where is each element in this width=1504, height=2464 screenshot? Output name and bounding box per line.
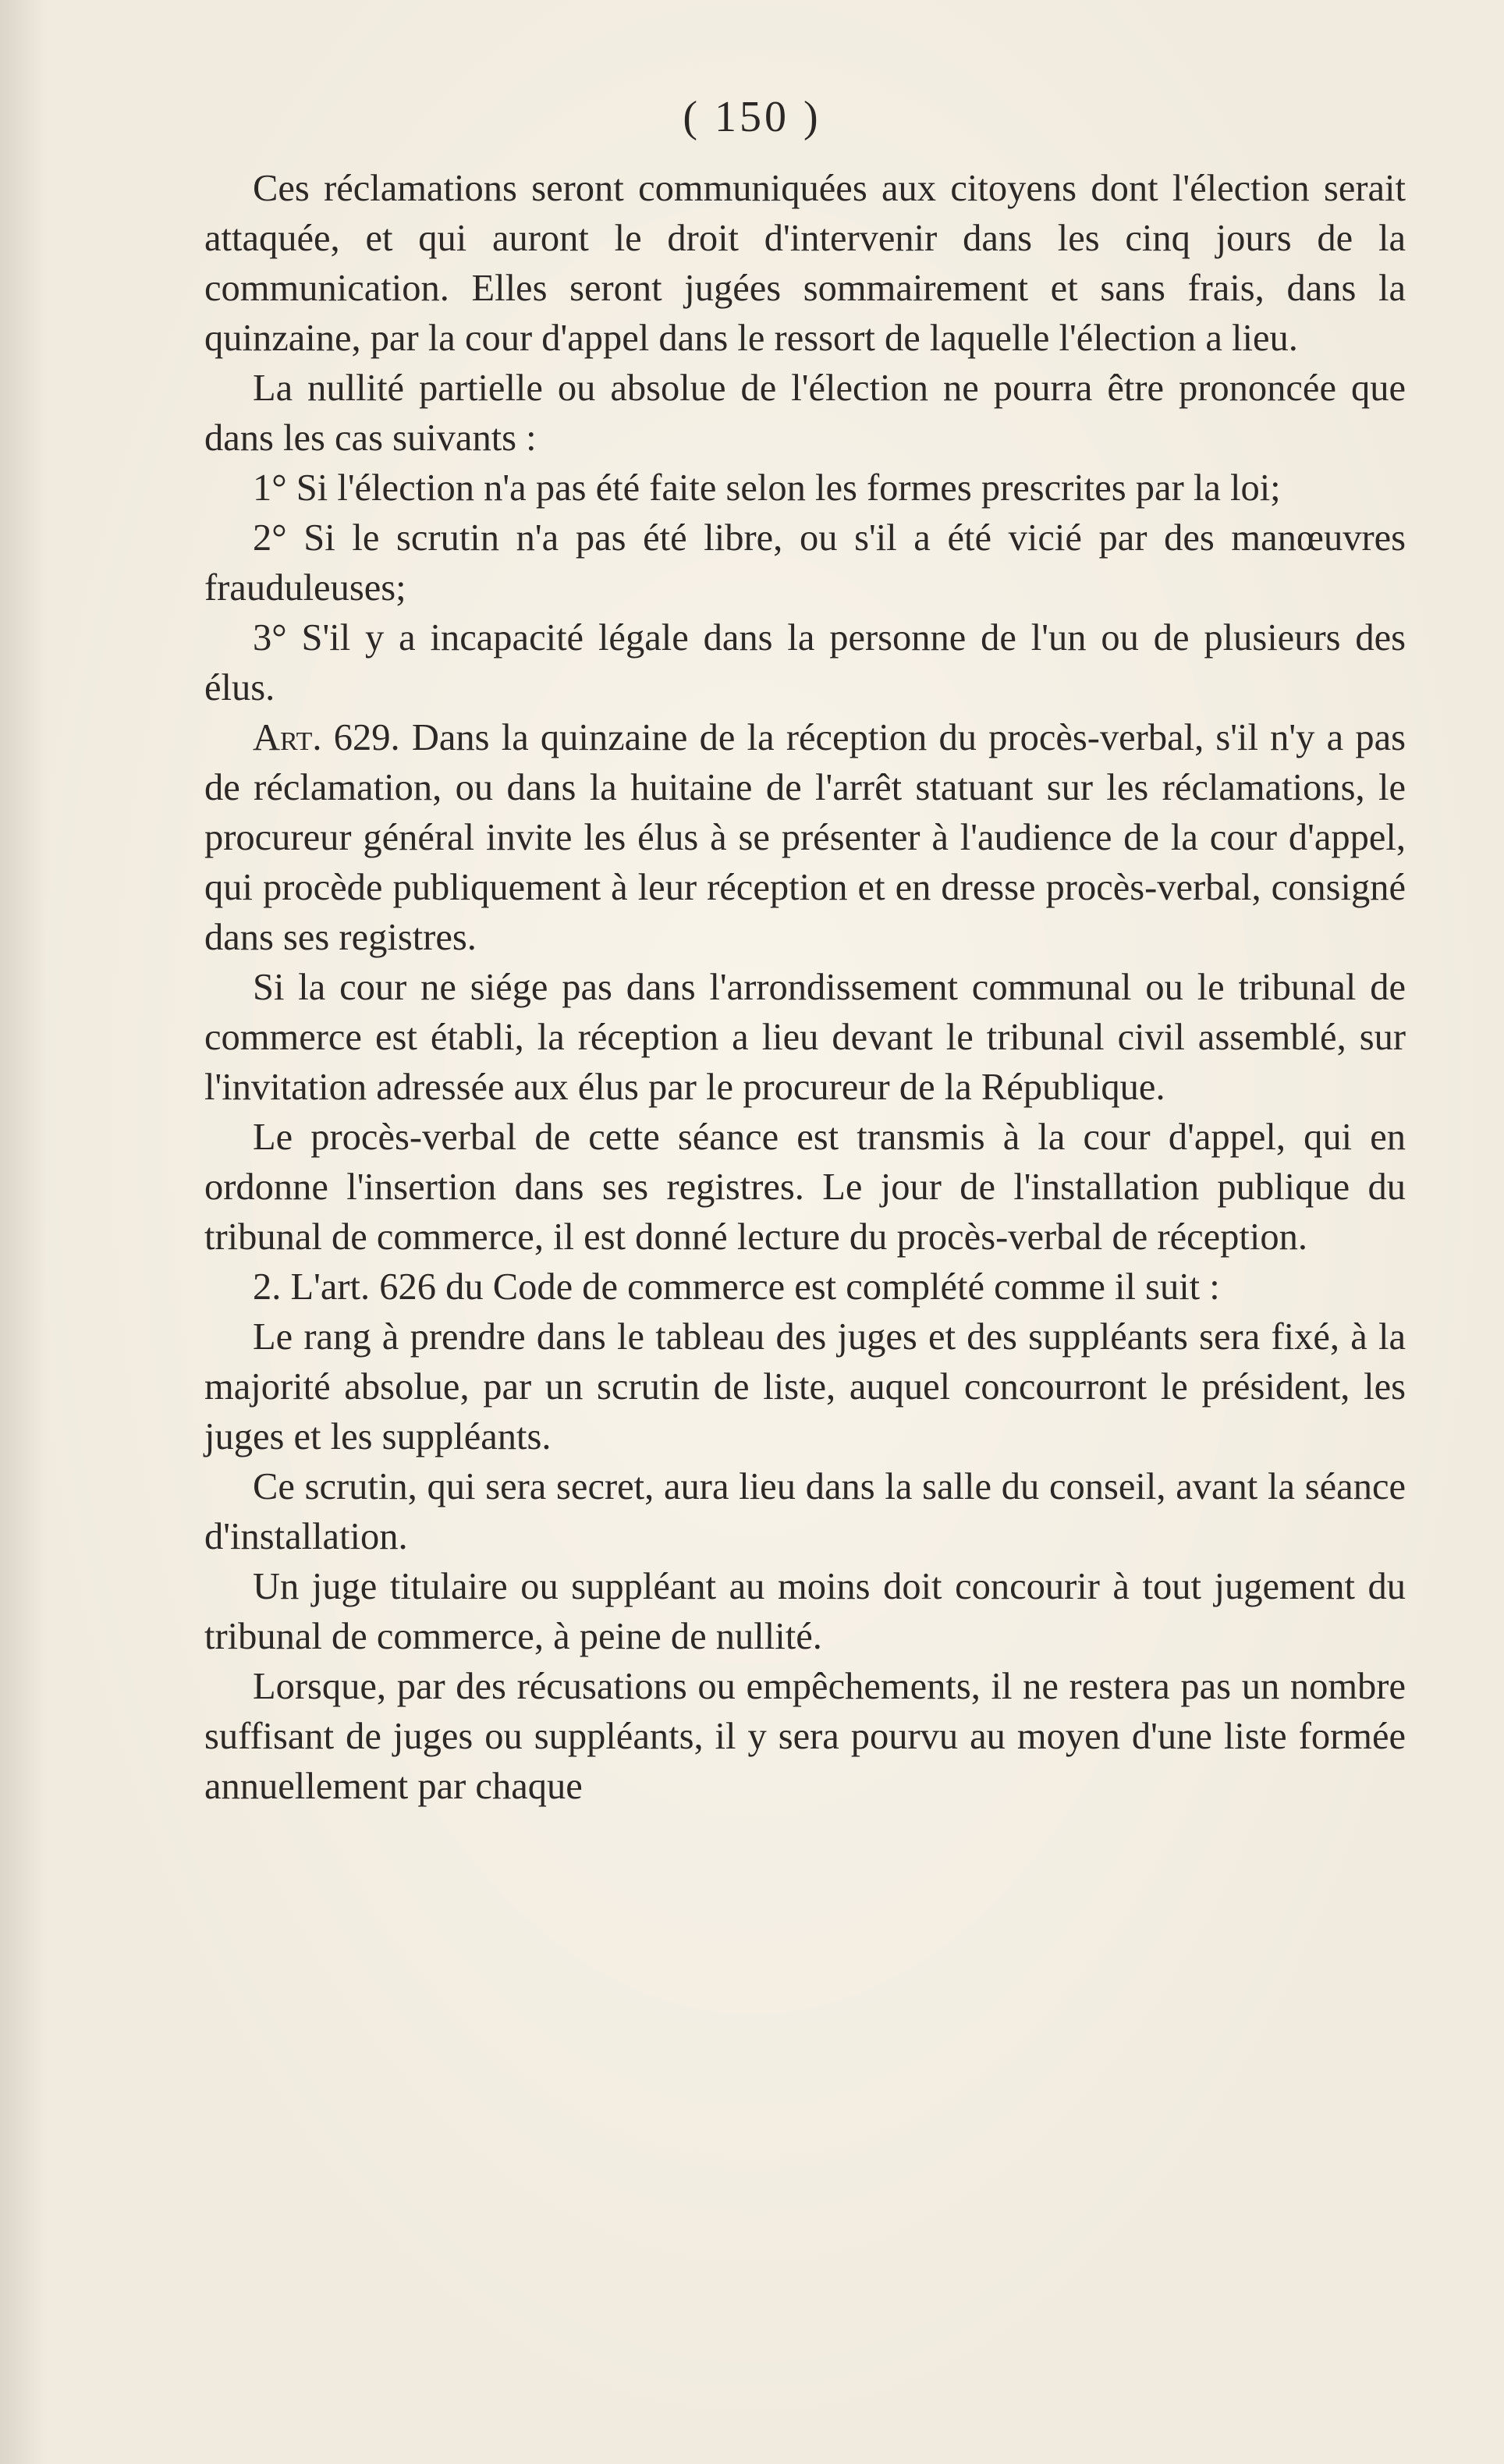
page-number: ( 150 )	[683, 93, 821, 141]
paragraph: Lorsque, par des récusations ou empêchements, il ne restera pas un nombre suffisant de juges ou suppléants, il y sera pourvu au moyen d'une liste formée annuellement par chaque	[204, 1666, 1406, 1807]
paragraph: 3° S'il y a incapacité légale dans la personne de l'un ou de plusieurs des élus.	[204, 617, 1406, 708]
body-text	[204, 164, 1406, 1812]
paragraph: Ce scrutin, qui sera secret, aura lieu dans la salle du conseil, avant la séance d'installation.	[204, 1466, 1406, 1557]
binding-shadow	[0, 0, 47, 2464]
paragraph: La nullité partielle ou absolue de l'élection ne pourra être prononcée que dans les cas suivants :	[204, 367, 1406, 459]
paragraph: Si la cour ne siége pas dans l'arrondissement communal ou le tribunal de commerce est établi, la réception a lieu devant le tribunal civil assemblé, sur l'invitation adressée aux élus par le procureur de la République.	[204, 967, 1406, 1108]
paragraph: Le procès-verbal de cette séance est transmis à la cour d'appel, qui en ordonne l'insertion dans ses registres. Le jour de l'installation publique du tribunal de commerce, il est donné lecture du procès-verbal de réception.	[204, 1117, 1406, 1258]
paragraph: Un juge titulaire ou suppléant au moins doit concourir à tout jugement du tribunal de commerce, à peine de nullité.	[204, 1566, 1406, 1657]
paragraph-article	[204, 713, 1406, 963]
paragraph: 2. L'art. 626 du Code de commerce est complété comme il suit :	[253, 1266, 1220, 1308]
paragraph: 1° Si l'élection n'a pas été faite selon les formes prescrites par la loi;	[253, 467, 1281, 509]
article-label: Art.	[253, 717, 322, 758]
paragraph: Le rang à prendre dans le tableau des juges et des suppléants sera fixé, à la majorité absolue, par un scrutin de liste, auquel concourront le président, les juges et les suppléants.	[204, 1316, 1406, 1457]
article-text: 629. Dans la quinzaine de la réception du procès-verbal, s'il n'y a pas de réclamation, ou dans la huitaine de l'arrêt statuant sur les réclamations, le procureur général invite les élus à se présenter à l'audience de la cour d'appel, qui procède publiquement à leur réception et en dresse procès-verbal, consigné dans ses registres.	[204, 717, 1406, 958]
paragraph: 2° Si le scrutin n'a pas été libre, ou s'il a été vicié par des manœuvres frauduleuses;	[204, 517, 1406, 609]
paragraph: Ces réclamations seront communiquées aux citoyens dont l'élection serait attaquée, et qui auront le droit d'intervenir dans les cinq jours de la communication. Elles seront jugées sommairement et sans frais, dans la quinzaine, par la cour d'appel dans le ressort de laquelle l'élection a lieu.	[204, 168, 1406, 359]
